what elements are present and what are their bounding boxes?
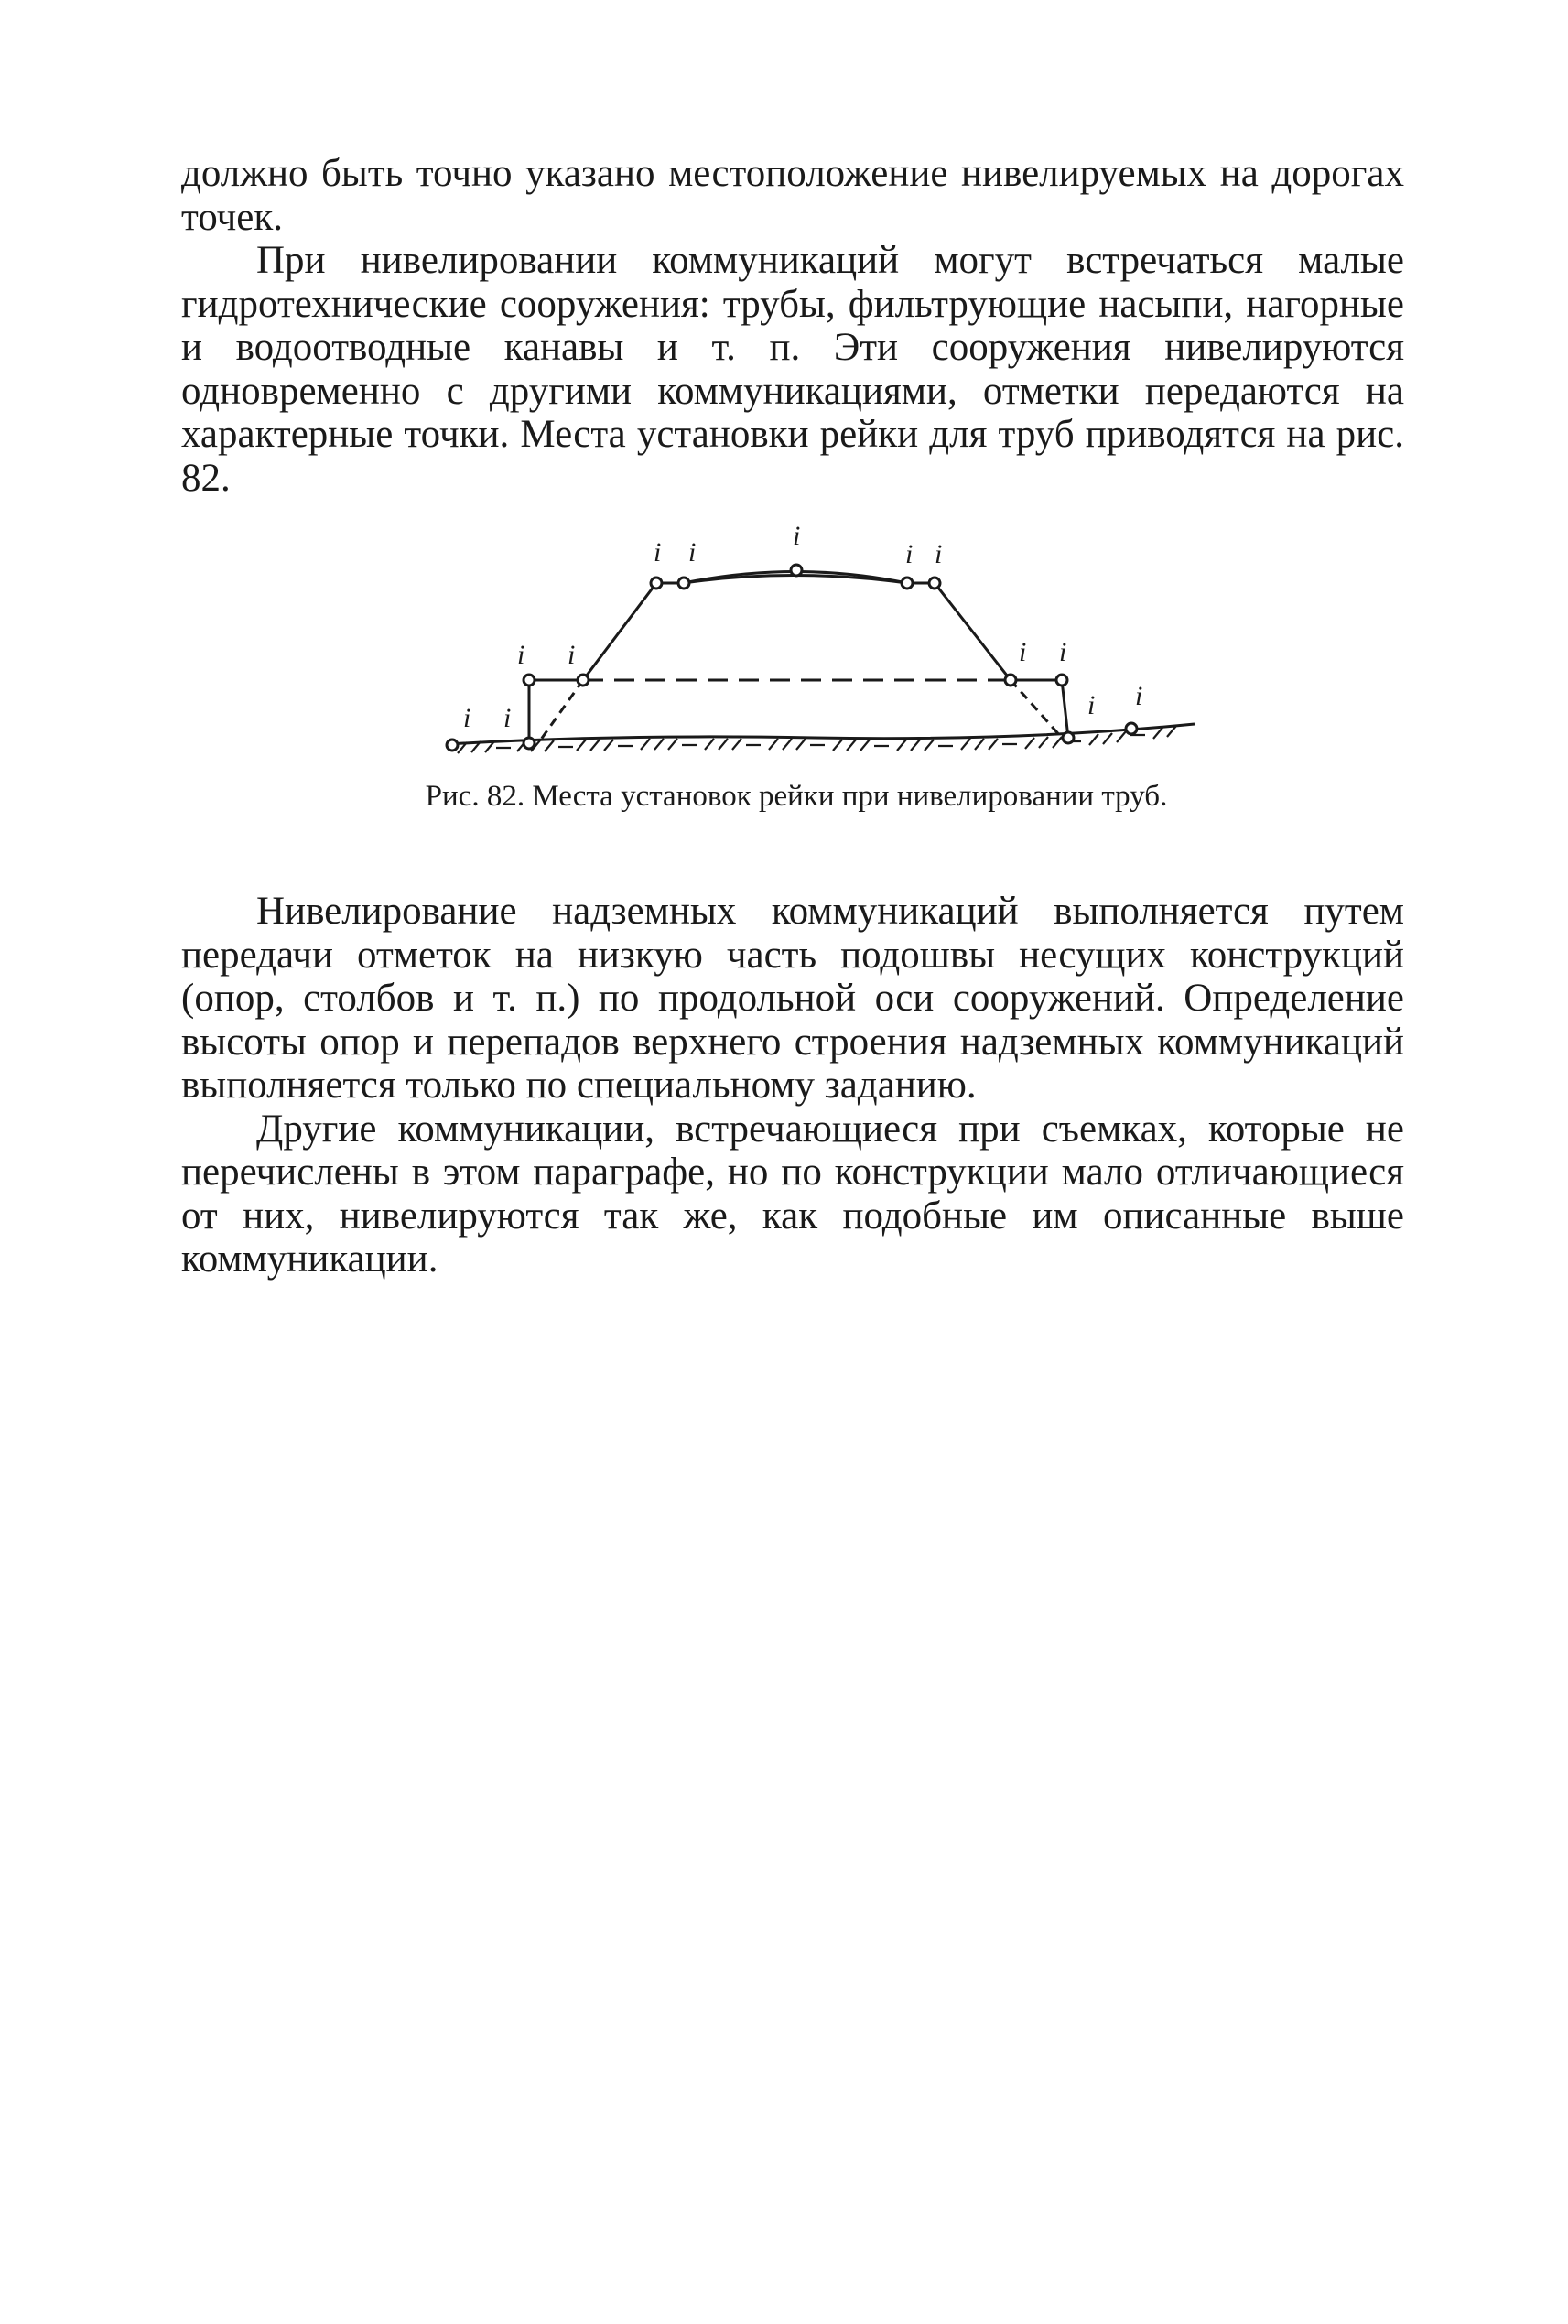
point-left-toe [524,738,535,749]
point-left-crest [651,578,662,589]
staff-points [447,565,1137,751]
ground-line [449,724,1195,744]
label-i: i [654,537,662,567]
point-right-toe [1063,732,1074,743]
text-block-bottom [181,890,1404,1281]
label-i: i [1059,637,1067,667]
point-right-pipe-top [1056,675,1067,686]
point-crown-centre [791,565,802,576]
point-left-ground [447,740,458,751]
paragraph-continuation: должно быть точно указано местоположение нивелируемых на дорогах точек. [181,152,1404,239]
paragraph-other-communications: Другие коммуникации, встречающиеся при съемках, которые не перечислены в этом параграфе, но по конструкции мало отличающиеся от них, нивелируются так же, как подобные им описанные выше коммуникации. [181,1107,1404,1281]
point-labels [463,522,1142,733]
embankment-outline [529,576,1068,744]
label-i: i [463,703,471,733]
left-diagonal-dashed [538,680,583,743]
label-i: i [517,640,525,670]
label-i: i [503,703,512,733]
point-right-crown [902,578,913,589]
label-i: i [1087,690,1096,720]
label-i: i [568,640,576,670]
label-i: i [793,522,801,551]
right-diagonal-dashed [1011,680,1062,738]
point-left-pipe-end [578,675,589,686]
figure-82-pipe-levelling-diagram [430,522,1208,778]
label-i: i [905,539,914,569]
label-i: i [688,537,697,567]
point-right-pipe-end [1005,675,1016,686]
point-left-pipe-top [524,675,535,686]
figure-caption: Рис. 82. Места установок рейки при нивелировании труб. [425,780,1168,813]
text-block-top [181,152,1404,500]
label-i: i [1019,637,1027,667]
point-right-crest [929,578,940,589]
point-left-crown [678,578,689,589]
label-i: i [1135,681,1143,711]
point-right-ground [1126,723,1137,734]
paragraph-overground-communications: Нивелирование надземных коммуникаций выполняется путем передачи отметок на низкую часть подошвы несущих конструкций (опор, столбов и т. п.) по продольной оси сооружений. Определение высоты опор и перепадов верхнего строения надземных коммуникаций выполняется только по специальному заданию. [181,890,1404,1107]
paragraph-hydraulic-structures: При нивелировании коммуникаций могут встречаться малые гидротехнические сооружения: трубы, фильтрующие насыпи, нагорные и водоотводные канавы и т. п. Эти сооружения нивелируются одновременно с другими коммуникациями, отметки передаются на характерные точки. Места установки рейки для труб приводятся на рис. 82. [181,239,1404,500]
label-i: i [935,539,943,569]
